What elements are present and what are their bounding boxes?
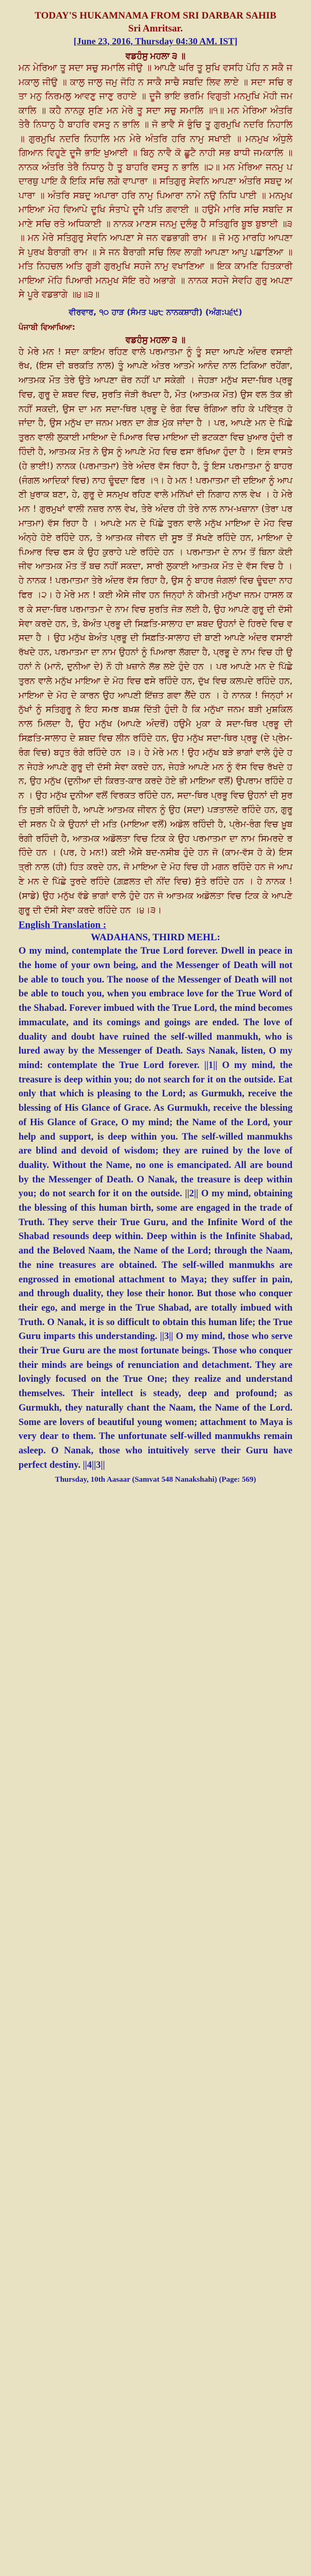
english-heading: English Translation : — [19, 920, 107, 931]
gurbani-text: ਮਨ ਮੇਰਿਆ ਤੂ ਸਦਾ ਸਚੁ ਸਮਾਲਿ ਜੀਉ ॥ ਆਪਣੈ ਘਰਿ ਤੂ ਸੁਖਿ ਵਸਹਿ ਪੋਹਿ ਨ ਸਕੈ ਜਮਕਾਲੁ ਜੀਉ ॥ ਕਾਲੁ ਜਾਲੁ ਜਮੁ ਜੋਹਿ ਨ ਸਾਕੈ ਸਾਚੈ ਸਬਦਿ ਲਿਵ ਲਾਏ ॥ ਸਦਾ ਸਚਿ ਰਤਾ ਮਨੁ ਨਿਰਮਲੁ ਆਵਣੁ ਜਾਣੁ ਰਹਾਏ ॥ ਦੂਜੈ ਭਾਇ ਭਰਮਿ ਵਿਗੁਤੀ ਮਨਮੁਖਿ ਮੋਹੀ ਜਮਕਾਲਿ ॥ ਕਹੈ ਨਾਨਕੁ ਸੁਣਿ ਮਨ ਮੇਰੇ ਤੂ ਸਦਾ ਸਚੁ ਸਮਾਲਿ ॥੧॥ ਮਨ ਮੇਰਿਆ ਅੰਤਰਿ ਤੇਰੈ ਨਿਧਾਨੁ ਹੈ ਬਾਹਰਿ ਵਸਤੁ ਨ ਭਾਲਿ ॥ ਜੋ ਭਾਵੈ ਸੋ ਭੁੰਚਿ ਤੂ ਗੁਰਮੁਖਿ ਨਦਰਿ ਨਿਹਾਲਿ ॥ ਗੁਰਮੁਖਿ ਨਦਰਿ ਨਿਹਾਲਿ ਮਨ ਮੇਰੇ ਅੰਤਰਿ ਹਰਿ ਨਾਮੁ ਸਖਾਈ ॥ ਮਨਮੁਖ ਅੰਧੁਲੇ ਗਿਆਨ ਵਿਹੂਣੇ ਦੂਜੈ ਭਾਇ ਖੁਆਈ ॥ ਬਿਨੁ ਨਾਵੈ ਕੋ ਛੂਟੈ ਨਾਹੀ ਸਭ ਬਾਧੀ ਜਮਕਾਲਿ ॥ ਨਾਨਕ ਅੰਤਰਿ ਤੇਰੈ ਨਿਧਾਨੁ ਹੈ ਤੂ ਬਾਹਰਿ ਵਸਤੁ ਨ ਭਾਲਿ ॥੨॥ ਮਨ ਮੇਰਿਆ ਜਨਮੁ ਪਦਾਰਥੁ ਪਾਇ ਕੈ ਇਕਿ ਸਚਿ ਲਗੇ ਵਾਪਾਰਾ ॥ ਸਤਿਗੁਰੁ ਸੇਵਨਿ ਆਪਣਾ ਅੰਤਰਿ ਸਬਦੁ ਅਪਾਰਾ ॥ ਅੰਤਰਿ ਸਬਦੁ ਅਪਾਰਾ ਹਰਿ ਨਾਮੁ ਪਿਆਰਾ ਨਾਮੇ ਨਉ ਨਿਧਿ ਪਾਈ ॥ ਮਨਮੁਖ ਮਾਇਆ ਮੋਹ ਵਿਆਪੇ ਦੂਖਿ ਸੰਤਾਪੇ ਦੂਜੈ ਪਤਿ ਗਵਾਈ ॥ ਹਉਮੈ ਮਾਰਿ ਸਚਿ ਸਬਦਿ ਸਮਾਣੇ ਸਚਿ ਰਤੇ ਅਧਿਕਾਈ ॥ ਨਾਨਕ ਮਾਣਸ ਜਨਮੁ ਦੁਲੰਭੁ ਹੈ ਸਤਿਗੁਰਿ ਬੂਝ ਬੁਝਾਈ ॥੩॥ ਮਨ ਮੇਰੇ ਸਤਿਗੁਰੁ ਸੇਵਨਿ ਆਪਣਾ ਸੇ ਜਨ ਵਡਭਾਗੀ ਰਾਮ ॥ ਜੋ ਮਨੁ ਮਾਰਹਿ ਆਪਣਾ ਸੇ ਪੁਰਖ ਬੈਰਾਗੀ ਰਾਮ ॥ ਸੇ ਜਨ ਬੈਰਾਗੀ ਸਚਿ ਲਿਵ ਲਾਗੀ ਆਪਣਾ ਆਪੁ ਪਛਾਣਿਆ ॥ ਮਤਿ ਨਿਹਚਲ ਅਤਿ ਗੂੜੀ ਗੁਰਮੁਖਿ ਸਹਜੇ ਨਾਮੁ ਵਖਾਣਿਆ ॥ ਇਕ ਕਾਮਣਿ ਹਿਤਕਾਰੀ ਮਾਇਆ ਮੋਹਿ ਪਿਆਰੀ ਮਨਮੁਖ ਸੋਇ ਰਹੇ ਅਭਾਗੇ ॥ ਨਾਨਕ ਸਹਜੇ ਸੇਵਹਿ ਗੁਰੁ ਅਪਣਾ ਸੇ ਪੂਰੇ ਵਡਭਾਗੇ ॥੪॥੩॥ — [19, 63, 292, 300]
page-title: TODAY'S HUKAMNAMA FROM SRI DARBAR SAHIB — [34, 10, 277, 21]
punjabi-explanation: ਹੇ ਮੇਰੇ ਮਨ ! ਸਦਾ ਕਾਇਮ ਰਹਿਣ ਵਾਲੇ ਪਰਮਾਤਮਾ ਨੂੰ ਤੂੰ ਸਦਾ ਆਪਣੇ ਅੰਦਰ ਵਸਾਈ ਰੱਖ, (ਇਸ ਦੀ ਬਰਕਤਿ ਨਾਲ) ਤੂੰ ਆਪਣੇ ਅੰਤਰ ਆਤਮੇ ਆਨੰਦ ਨਾਲ ਟਿਕਿਆ ਰਹੇਂਗਾ, ਆਤਮਕ ਮੌਤ ਤੇਰੇ ਉਤੇ ਆਪਣਾ ਜ਼ੋਰ ਨਹੀਂ ਪਾ ਸਕੇਗੀ । ਜੇਹੜਾ ਮਨੁੱਖ ਸਦਾ-ਥਿਰ ਪ੍ਰਭੂ ਵਿਚ, ਗੁਰੂ ਦੇ ਸ਼ਬਦ ਵਿਚ, ਸੁਰਤਿ ਜੋੜੀ ਰੱਖਦਾ ਹੈ, ਮੌਤ (ਆਤਮਕ ਮੌਤ) ਉਸ ਵਲ ਤੱਕ ਭੀ ਨਹੀਂ ਸਕਦੀ, ਉਸ ਦਾ ਮਨ ਸਦਾ-ਥਿਰ ਪ੍ਰਭੂ ਦੇ ਰੰਗ ਵਿਚ ਰੰਗਿਆ ਰਹਿ ਕੇ ਪਵਿੱਤ੍ਰ ਹੋ ਜਾਂਦਾ ਹੈ, ਉਸ ਮਨੁੱਖ ਦਾ ਜਨਮ ਮਰਨ ਦਾ ਗੇੜ ਮੁੱਕ ਜਾਂਦਾ ਹੈ । ਪਰ, ਆਪਣੇ ਮਨ ਦੇ ਪਿੱਛੇ ਤੁਰਨ ਵਾਲੀ ਲੁਕਾਈ ਮਾਇਆ ਦੇ ਪਿਆਰ ਵਿਚ ਮਾਇਆ ਦੀ ਭਟਕਣਾ ਵਿਚ ਖ਼ੁਆਰ ਹੁੰਦੀ ਰਹਿੰਦੀ ਹੈ, ਆਤਮਕ ਮੌਤ ਨੇ ਉਸ ਨੂੰ ਆਪਣੇ ਮੋਹ ਵਿਚ ਫਸਾ ਰੱਖਿਆ ਹੁੰਦਾ ਹੈ । ਇਸ ਵਾਸਤੇ (ਹੇ ਭਾਈ!) ਨਾਨਕ (ਪਰਮਾਤਮਾ) ਤੇਰੇ ਅੰਦਰ ਵੱਸ ਰਿਹਾ ਹੈ, ਤੂੰ ਇਸ ਪਰਮਾਤਮਾ ਨੂੰ ਬਾਹਰ (ਜੰਗਲ ਆਦਿਕਾਂ ਵਿਚ) ਨਾਹ ਢੂੰਢਦਾ ਫਿਰ ।੧। ਹੇ ਮਨ ! ਪਰਮਾਤਮਾ ਦੀ ਦਇਆ ਨੂੰ ਆਪਣੀ ਖ਼ੁਰਾਕ ਬਣਾ, ਹੇ, ਗੁਰੂ ਦੇ ਸਨਮੁਖ ਰਹਿਣ ਵਾਲੇ ਮਨਿੱਖਾਂ ਦੀ ਨਿਗਾਹ ਨਾਲ ਵੇਖ । ਹੇ ਮੇਰੇ ਮਨ ! ਗੁਰਮੁਖਾਂ ਵਾਲੀ ਨਜ਼ਰ ਨਾਲ ਵੇਖ, ਤੇਰੇ ਅੰਦਰ ਹੀ ਤੇਰੇ ਨਾਲ ਨਾਮ-ਖ਼ਜ਼ਾਨਾ (ਤੇਰਾ ਪਰਮਾਤਮਾ) ਵੱਸ ਰਿਹਾ ਹੈ । ਆਪਣੇ ਮਨ ਦੇ ਪਿੱਛੇ ਤੁਰਨ ਵਾਲੇ ਮਨੁੱਖ ਮਾਇਆ ਦੇ ਮੋਹ ਵਿਚ ਅੰਨ੍ਹੇ ਹੋਏ ਰਹਿੰਦੇ ਹਨ, ਤੇ ਆਤਮਕ ਜੀਵਨ ਦੀ ਸੂਝ ਤੋਂ ਸੱਖਣੇ ਰਹਿੰਦੇ ਹਨ, ਮਾਇਆ ਦੇ ਪਿਆਰ ਵਿਚ ਫਸ ਕੇ ਉਹ ਕੁਰਾਹੇ ਪਏ ਰਹਿੰਦੇ ਹਨ । ਪਰਮਾਤਮਾ ਦੇ ਨਾਮ ਤੋਂ ਬਿਨਾ ਕੋਈ ਜੀਵ ਆਤਮਕ ਮੌਤ ਤੋਂ ਬਚ ਨਹੀਂ ਸਕਦਾ, ਸਾਰੀ ਲੁਕਾਈ ਆਤਮਕ ਮੌਤ ਦੇ ਵੱਸ ਵਿਚ ਹੈ । ਹੇ ਨਾਨਕ ! ਪਰਮਾਤਮਾ ਤੇਰੇ ਅੰਦਰ ਵੱਸ ਰਿਹਾ ਹੈ, ਉਸ ਨੂੰ ਬਾਹਰ ਜੰਗਲਾਂ ਵਿਚ ਢੂੰਢਦਾ ਨਾਹ ਫਿਰ ।੨। ਹੇ ਮੇਰੇ ਮਨ ! ਕਈ ਐਸੇ ਜੀਵ ਹਨ ਜਿਨ੍ਹਾਂ ਨੇ ਕੀਮਤੀ ਮਨੁੱਖਾ ਜਨਮ ਹਾਸਲ ਕਰ ਕੇ ਸਦਾ-ਥਿਰ ਪਰਮਾਤਮਾ ਦੇ ਨਾਮ ਵਿਚ ਸੁਰਤਿ ਜੋੜ ਲਈ ਹੈ, ਉਹ ਆਪਣੇ ਗੁਰੂ ਦੀ ਦੱਸੀ ਸੇਵਾ ਕਰਦੇ ਹਨ, ਤੇ, ਬੇਅੰਤ ਪ੍ਰਭੂ ਦੀ ਸਿਫ਼ਤਿ-ਸਾਲਾਹ ਦਾ ਸ਼ਬਦ ਉਹਨਾਂ ਦੇ ਹਿਰਦੇ ਵਿਚ ਵਸਦਾ ਹੈ । ਉਹ ਮਨੁੱਖ ਬੇਅੰਤ ਪ੍ਰਭੂ ਦੀ ਸਿਫ਼ਤਿ-ਸਾਲਾਹ ਦੀ ਬਾਣੀ ਆਪਣੇ ਅੰਦਰ ਵਸਾਈ ਰੱਖਦੇ ਹਨ, ਪਰਮਾਤਮਾ ਦਾ ਨਾਮ ਉਹਨਾਂ ਨੂੰ ਪਿਆਰਾ ਲੱਗਦਾ ਹੈ, ਪ੍ਰਭੂ ਦੇ ਨਾਮ ਵਿਚ ਹੀ ਉਹਨਾਂ ਨੇ (ਮਾਨੋ, ਦੁਨੀਆ ਦੇ) ਨੌ ਹੀ ਖ਼ਜ਼ਾਨੇ ਲੱਭ ਲਏ ਹੁੰਦੇ ਹਨ । ਪਰ ਆਪਣੇ ਮਨ ਦੇ ਪਿੱਛੇ ਤੁਰਨ ਵਾਲੇ ਮਨੁੱਖ ਮਾਇਆ ਦੇ ਮੋਹ ਵਿਚ ਫਸੇ ਰਹਿੰਦੇ ਹਨ, ਦੁੱਖ ਵਿਚ ਕਲਪਦੇ ਰਹਿੰਦੇ ਹਨ, ਮਾਇਆ ਦੇ ਮੋਹ ਦੇ ਕਾਰਨ ਉਹ ਆਪਣੀ ਇੱਜ਼ਤ ਗਵਾ ਲੈਂਦੇ ਹਨ । ਹੇ ਨਾਨਕ ! ਜਿਨ੍ਹਾਂ ਮਨੁੱਖਾਂ ਨੂੰ ਸਤਿਗੁਰੂ ਨੇ ਇਹ ਸਮਝ ਬਖ਼ਸ਼ ਦਿੱਤੀ ਹੁੰਦੀ ਹੈ ਕਿ ਮਨੁੱਖਾ ਜਨਮ ਬੜੀ ਮੁਸ਼ਕਿਲ ਨਾਲ ਮਿਲਦਾ ਹੈ, ਉਹ ਮਨੁੱਖ (ਆਪਣੇ ਅੰਦਰੋਂ) ਹਉਮੈ ਮੁਕਾ ਕੇ ਸਦਾ-ਥਿਰ ਪ੍ਰਭੂ ਦੀ ਸਿਫ਼ਤਿ-ਸਾਲਾਹ ਦੇ ਸ਼ਬਦ ਵਿਚ ਲੀਨ ਰਹਿੰਦੇ ਹਨ, ਉਹ ਮਨੁੱਖ ਸਦਾ-ਥਿਰ ਪ੍ਰਭੂ (ਦੇ ਪ੍ਰੇਮ-ਰੰਗ ਵਿਚ) ਬਹੁਤ ਰੰਗੇ ਰਹਿੰਦੇ ਹਨ ।੩। ਹੇ ਮੇਰੇ ਮਨ ! ਉਹ ਮਨੁੱਖ ਬੜੇ ਭਾਗਾਂ ਵਾਲੇ ਹੁੰਦੇ ਹਨ ਜੇਹੜੇ ਆਪਣੇ ਗੁਰੂ ਦੀ ਦੱਸੀ ਸੇਵਾ ਕਰਦੇ ਹਨ, ਜੇਹੜੇ ਆਪਣੇ ਮਨ ਨੂੰ ਵੱਸ ਵਿਚ ਰੱਖਦੇ ਹਨ, ਉਹ ਮਨੁੱਖ (ਦੁਨੀਆ ਦੀ ਕਿਰਤ-ਕਾਰ ਕਰਦੇ ਹੋਏ ਭੀ ਮਾਇਆ ਵਲੋਂ) ਉਪਰਾਮ ਰਹਿੰਦੇ ਹਨ । ਉਹ ਮਨੁੱਖ ਦੁਨੀਆ ਵਲੋਂ ਵਿਰਕਤ ਰਹਿੰਦੇ ਹਨ, ਸਦਾ-ਥਿਰ ਪ੍ਰਭੂ ਵਿਚ ਉਹਨਾਂ ਦੀ ਸੁਰਤਿ ਜੁੜੀ ਰਹਿੰਦੀ ਹੈ, ਆਪਣੇ ਆਤਮਕ ਜੀਵਨ ਨੂੰ ਉਹ (ਸਦਾ) ਪੜਤਾਲਦੇ ਰਹਿੰਦੇ ਹਨ, ਗੁਰੂ ਦੀ ਸਰਨ ਪੈ ਕੇ ਉਹਨਾਂ ਦੀ ਮਤਿ (ਮਾਇਆ ਵਲੋਂ) ਅਡੋਲ ਰਹਿੰਦੀ ਹੈ, ਪ੍ਰੇਮ-ਰੰਗ ਵਿਚ ਖ਼ੂਬ ਰੰਗੀ ਰਹਿੰਦੀ ਹੈ, ਆਤਮਕ ਅਡੋਲਤਾ ਵਿਚ ਟਿਕ ਕੇ ਉਹ ਪਰਮਾਤਮਾ ਦਾ ਨਾਮ ਸਿਮਰਦੇ ਰਹਿੰਦੇ ਹਨ । (ਪਰ, ਹੇ ਮਨ!) ਕਈ ਐਸੇ ਬਦ-ਨਸੀਬ ਹੁੰਦੇ ਹਨ ਜੋ (ਕਾਮ-ਵੱਸ ਹੋ ਕੇ) ਇਸਤ੍ਰੀ ਨਾਲ (ਹੀ) ਹਿਤ ਕਰਦੇ ਹਨ, ਜੋ ਮਾਇਆ ਦੇ ਮੋਹ ਵਿਚ ਹੀ ਮਗਨ ਰਹਿੰਦੇ ਹਨ ਜੋ ਆਪਣੇ ਮਨ ਦੇ ਪਿੱਛੇ ਤੁਰਦੇ ਰਹਿੰਦੇ (ਗ਼ਫ਼ਲਤ ਦੀ ਨੀਂਦ ਵਿਚ) ਸੁੱਤੇ ਰਹਿੰਦੇ ਹਨ । ਹੇ ਨਾਨਕ ! (ਸਾਡੇ) ਉਹ ਮਨੁੱਖ ਵੱਡੇ ਭਾਗਾਂ ਵਾਲੇ ਹੁੰਦੇ ਹਨ ਜੋ ਆਤਮਕ ਅਡੋਲਤਾ ਵਿਚ ਟਿਕ ਕੇ ਆਪਣੇ ਗੁਰੂ ਦੀ ਦੱਸੀ ਸੇਵਾ ਕਰਦੇ ਰਹਿੰਦੇ ਹਨ ।੪।੩। — [19, 346, 292, 916]
page-header — [19, 9, 292, 48]
punjabi-heading: ਪੰਜਾਬੀ ਵਿਆਖਿਆ: — [19, 322, 76, 332]
page-location: Sri Amritsar. — [128, 23, 183, 34]
english-title: WADAHANS, THIRD MEHL: — [91, 932, 220, 943]
punjabi-raga: ਵਡਹੰਸੁ ਮਹਲਾ ੩ ॥ — [125, 334, 186, 345]
gurbani-raga: ਵਡਹੰਸੁ ਮਹਲਾ ੩ ॥ — [125, 51, 186, 61]
english-translation: O my mind, contemplate the True Lord forever. Dwell in peace in the home of your own being, and the Messenger of Death will not be able to touch you. The noose of the Messenger of Death will not be able to touch you, when you embrace love for the True Word of the Shabad. Forever imbued with the True Lord, the mind becomes immaculate, and its comings and goings are ended. The love of duality and doubt have ruined the self-willed manmukh, who is lured away by the Messenger of Death. Says Nanak, listen, O my mind: contemplate the True Lord forever. ||1|| O my mind, the treasure is deep within you; do not search for it on the outside. Eat only that which is pleasing to the Lord; as Gurmukh, receive the blessing of His Glance of Grace. As Gurmukh, receive the blessing of His Glance of Grace, O my mind; the Name of the Lord, your help and support, is deep within you. The self-willed manmukhs are blind and devoid of wisdom; they are ruined by the love of duality. Without the Name, no one is emancipated. All are bound by the Messenger of Death. O Nanak, the treasure is deep within you; do not search for it on the outside. ||2|| O my mind, obtaining the blessing of this human birth, some are engaged in the trade of Truth. They serve their True Guru, and the Infinite Word of the Shabad resounds deep within. Deep within is the Infinite Shabad, and the Beloved Naam, the Name of the Lord; through the Naam, the nine treasures are obtained. The self-willed manmukhs are engrossed in emotional attachment to Maya; they suffer in pain, and through duality, they lose their honor. But those who conquer their ego, and merge in the True Shabad, are totally imbued with Truth. O Nanak, it is so difficult to obtain this human life; the True Guru imparts this understanding. ||3|| O my mind, those who serve their True Guru are the most fortunate beings. Those who conquer their minds are beings of renunciation and detachment. They are lovingly focused on the True One; they realize and understand themselves. Their intellect is steady, deep and profound; as Gurmukh, they naturally chant the Naam, the Name of the Lord. Some are lovers of beautiful young women; attachment to Maya is very dear to them. The unfortunate self-willed manmukhs remain asleep. O Nanak, those who intuitively serve their Guru have perfect destiny. ||4||3|| — [19, 946, 292, 1470]
page-footer: Thursday, 10th Aasaar (Samvat 548 Nanakshahi) (Page: 569) — [55, 1476, 256, 1484]
date-reference: ਵੀਰਵਾਰ, ੧੦ ਹਾੜ (ਸੰਮਤ ੫੪੮ ਨਾਨਕਸ਼ਾਹੀ) (ਅੰਗ:੫੬੯) — [68, 307, 243, 317]
page-date: [June 23, 2016, Thursday 04:30 AM. IST] — [73, 36, 238, 46]
